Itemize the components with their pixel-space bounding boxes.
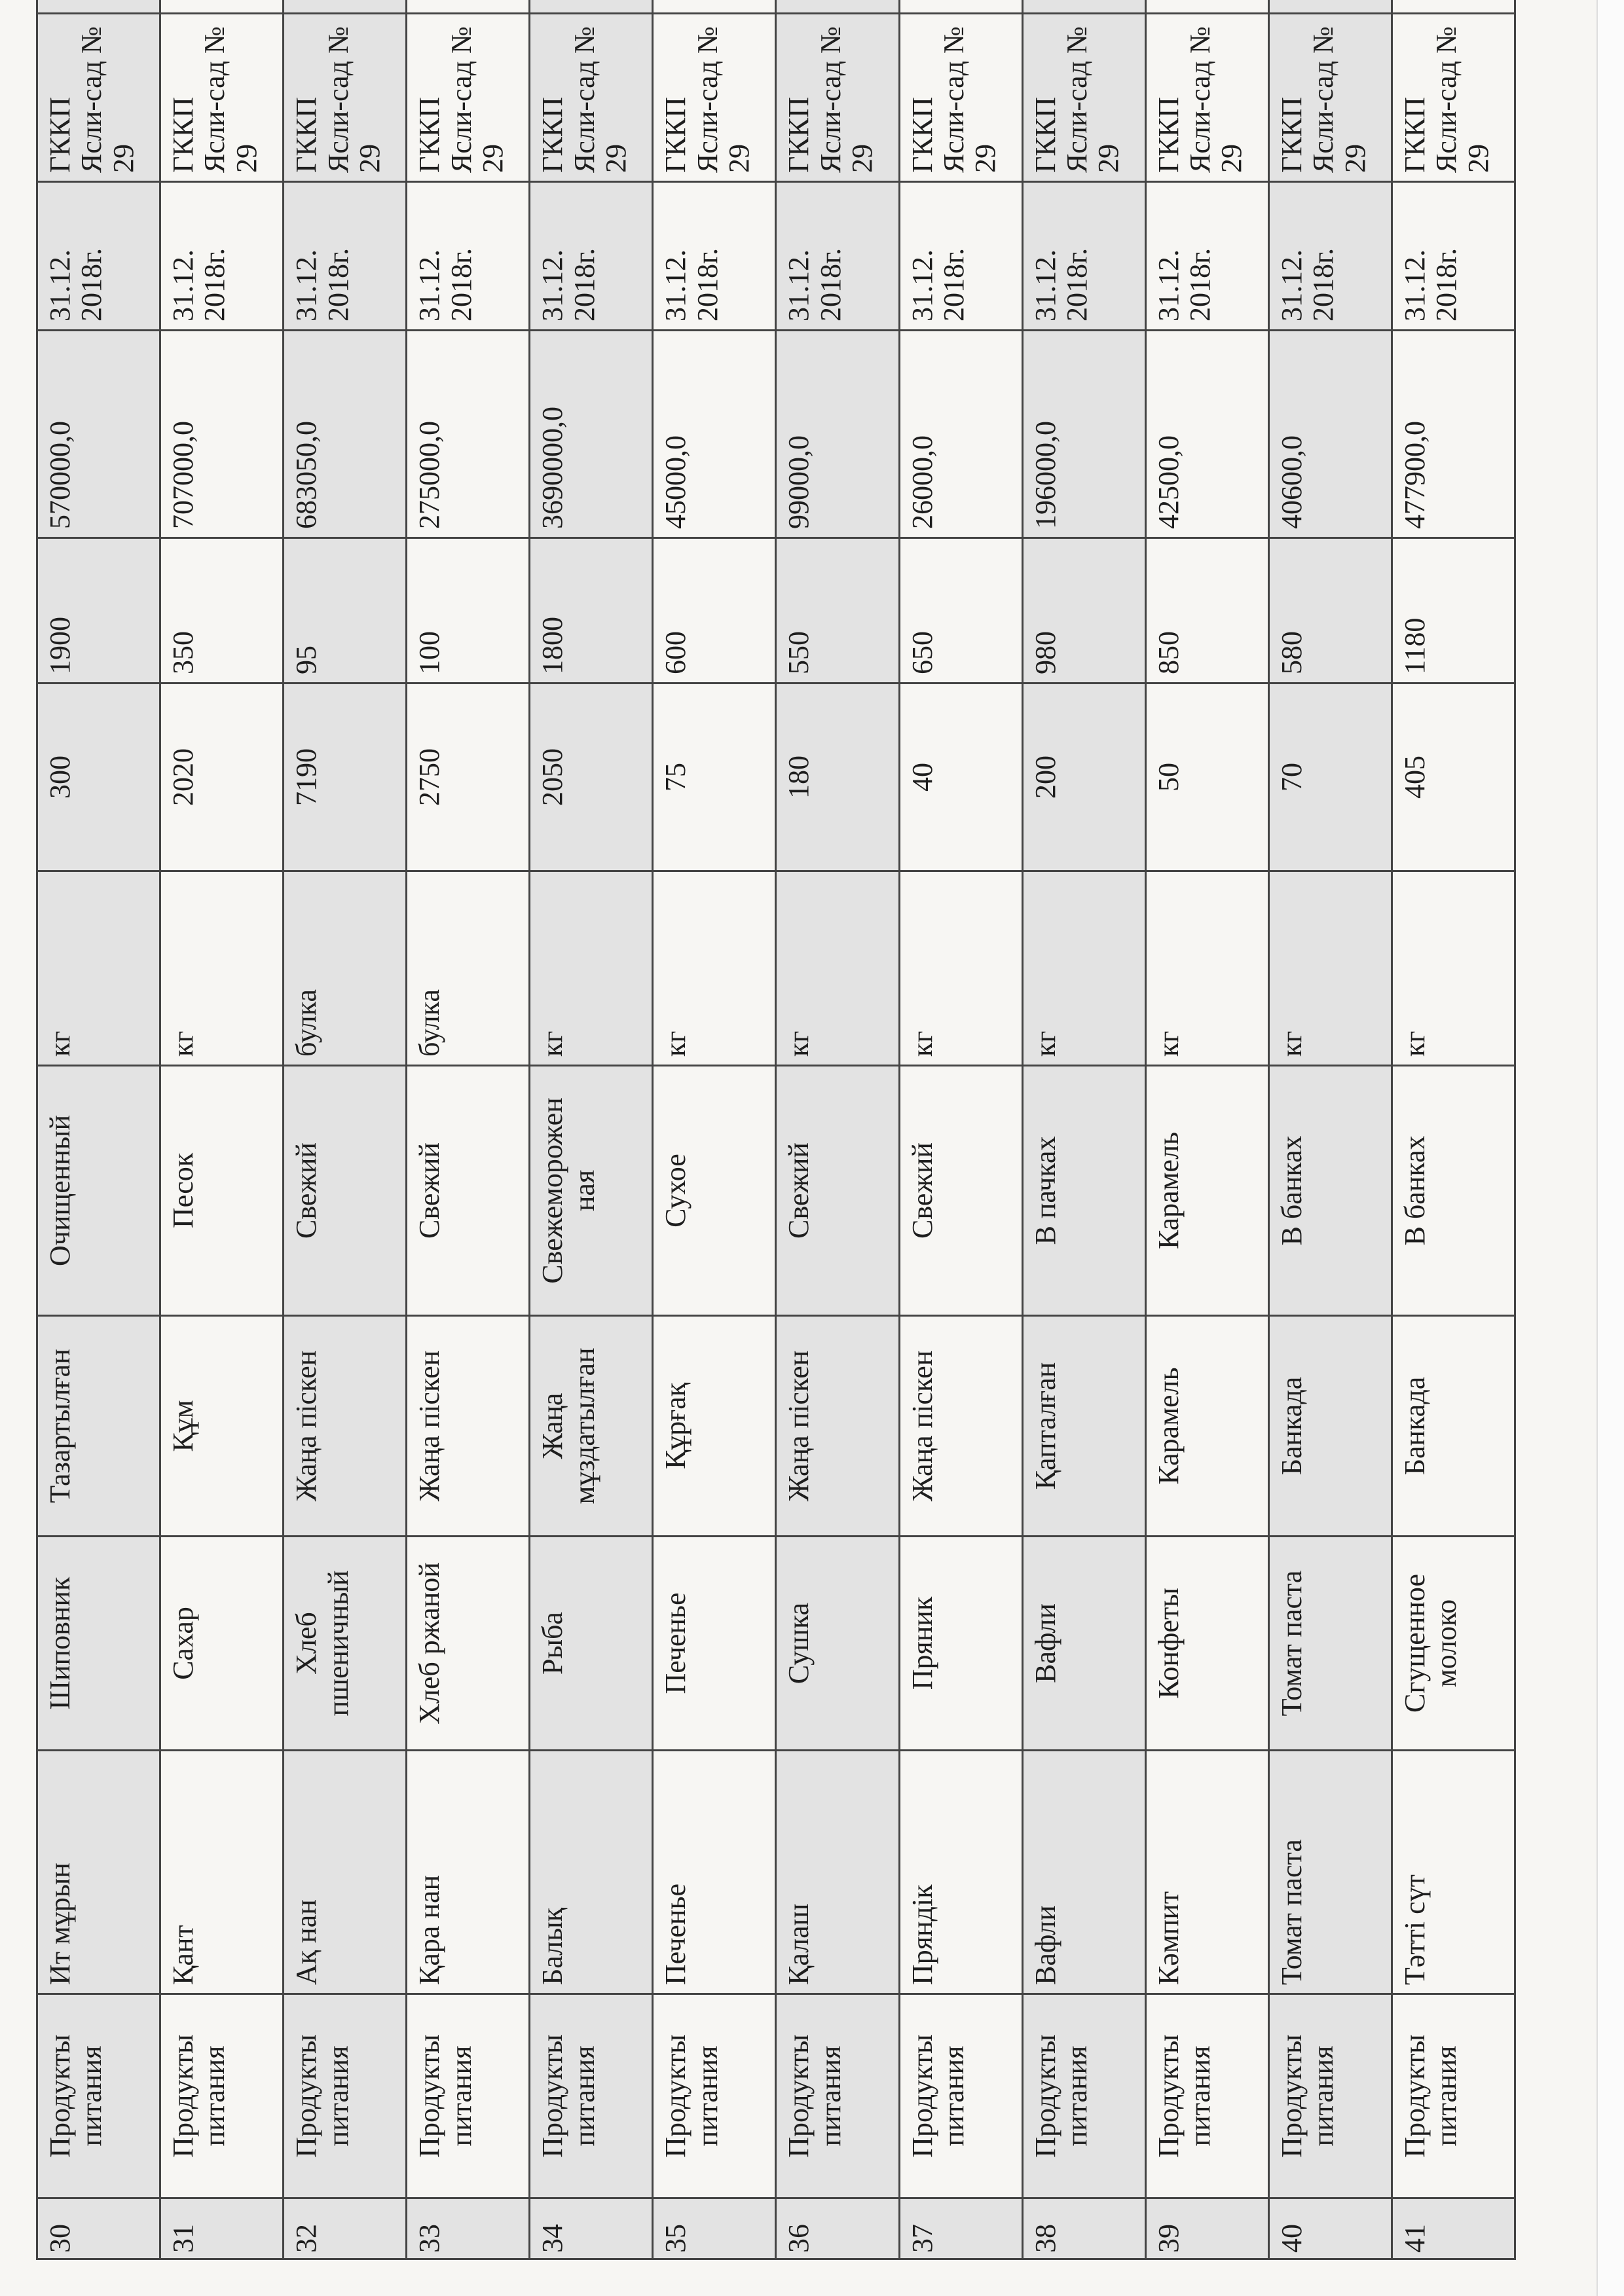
spec-kz-cell: Құм [160, 1316, 284, 1537]
table-row [1145, 0, 1268, 2259]
date-cell: 31.12. 2018г. [1022, 182, 1145, 331]
name-kz-cell: Қант [160, 1751, 284, 1994]
unit-cell: кг [37, 871, 160, 1066]
row-number-cell: 35 [653, 2198, 776, 2259]
name-kz-cell: Тәтті сүт [1392, 1751, 1515, 1994]
place-cell: ГККП Ясли-сад № 29 [1145, 14, 1268, 182]
table-row [1268, 0, 1392, 2259]
date-cell: 31.12. 2018г. [284, 182, 407, 331]
date-cell: 31.12. 2018г. [407, 182, 530, 331]
row-number-cell: 38 [1022, 2198, 1145, 2259]
spec-ru-cell: Свежеморожен ная [530, 1066, 653, 1316]
sum-cell: 707000,0 [160, 331, 284, 538]
unit-cell: кг [160, 871, 284, 1066]
category-cell: Продукты питания [160, 1994, 284, 2198]
name-ru-cell: Хлеб пшеничный [284, 1537, 407, 1751]
spec-ru-cell: Карамель [1145, 1066, 1268, 1316]
category-cell: Продукты питания [530, 1994, 653, 2198]
date-cell: 31.12. 2018г. [160, 182, 284, 331]
row-number-cell: 39 [1145, 2198, 1268, 2259]
place-cell: ГККП Ясли-сад № 29 [407, 14, 530, 182]
quantity-cell: 2750 [407, 683, 530, 871]
value-cell [37, 0, 160, 14]
name-ru-cell: Шиповник [37, 1537, 160, 1751]
name-kz-cell: Қара нан [407, 1751, 530, 1994]
price-cell: 95 [284, 538, 407, 683]
name-kz-cell: Печенье [653, 1751, 776, 1994]
place-cell: ГККП Ясли-сад № 29 [1268, 14, 1392, 182]
unit-cell: кг [530, 871, 653, 1066]
place-cell: ГККП Ясли-сад № 29 [160, 14, 284, 182]
unit-cell: кг [899, 871, 1022, 1066]
value-cell [160, 0, 284, 14]
spec-ru-cell: Свежий [407, 1066, 530, 1316]
category-cell: Продукты питания [653, 1994, 776, 2198]
unit-cell: кг [1268, 871, 1392, 1066]
sum-cell: 570000,0 [37, 331, 160, 538]
name-kz-cell: Ит мұрын [37, 1751, 160, 1994]
category-cell: Продукты питания [899, 1994, 1022, 2198]
table-body [37, 0, 1515, 2259]
row-number-cell: 37 [899, 2198, 1022, 2259]
name-ru-cell: Печенье [653, 1537, 776, 1751]
name-ru-cell: Сгущенное молоко [1392, 1537, 1515, 1751]
name-kz-cell: Кәмпит [1145, 1751, 1268, 1994]
category-cell: Продукты питания [284, 1994, 407, 2198]
date-cell: 31.12. 2018г. [37, 182, 160, 331]
place-cell: ГККП Ясли-сад № 29 [284, 14, 407, 182]
spec-ru-cell: Свежий [284, 1066, 407, 1316]
spec-kz-cell: Банкада [1392, 1316, 1515, 1537]
spec-kz-cell: Тазартылған [37, 1316, 160, 1537]
table-row [37, 0, 160, 2259]
name-kz-cell: Томат паста [1268, 1751, 1392, 1994]
row-number-cell: 34 [530, 2198, 653, 2259]
table-row [530, 0, 653, 2259]
procurement-table [36, 0, 1516, 2260]
spec-kz-cell: Карамель [1145, 1316, 1268, 1537]
date-cell: 31.12. 2018г. [899, 182, 1022, 331]
unit-cell: булка [284, 871, 407, 1066]
unit-cell: кг [1022, 871, 1145, 1066]
price-cell: 1800 [530, 538, 653, 683]
place-cell: ГККП Ясли-сад № 29 [530, 14, 653, 182]
spec-kz-cell: Жаңа піскен [407, 1316, 530, 1537]
spec-kz-cell: Жаңа піскен [776, 1316, 899, 1537]
value-cell [899, 0, 1022, 14]
name-ru-cell: Конфеты [1145, 1537, 1268, 1751]
table-row [776, 0, 899, 2259]
quantity-cell: 40 [899, 683, 1022, 871]
spec-ru-cell: В банках [1268, 1066, 1392, 1316]
sum-cell: 3690000,0 [530, 331, 653, 538]
spec-kz-cell: Құрғақ [653, 1316, 776, 1537]
value-cell [776, 0, 899, 14]
place-cell: ГККП Ясли-сад № 29 [1022, 14, 1145, 182]
sum-cell: 26000,0 [899, 331, 1022, 538]
unit-cell: кг [776, 871, 899, 1066]
table-row [899, 0, 1022, 2259]
table-row [1022, 0, 1145, 2259]
name-ru-cell: Рыба [530, 1537, 653, 1751]
price-cell: 580 [1268, 538, 1392, 683]
place-cell: ГККП Ясли-сад № 29 [1392, 14, 1515, 182]
spec-ru-cell: В пачках [1022, 1066, 1145, 1316]
category-cell: Продукты питания [1145, 1994, 1268, 2198]
sum-cell: 45000,0 [653, 331, 776, 538]
date-cell: 31.12. 2018г. [1145, 182, 1268, 331]
quantity-cell: 70 [1268, 683, 1392, 871]
quantity-cell: 2050 [530, 683, 653, 871]
row-number-cell: 41 [1392, 2198, 1515, 2259]
row-number-cell: 33 [407, 2198, 530, 2259]
spec-kz-cell: Банкада [1268, 1316, 1392, 1537]
name-kz-cell: Ақ нан [284, 1751, 407, 1994]
date-cell: 31.12. 2018г. [1392, 182, 1515, 331]
sum-cell: 196000,0 [1022, 331, 1145, 538]
spec-ru-cell: Песок [160, 1066, 284, 1316]
name-ru-cell: Сахар [160, 1537, 284, 1751]
price-cell: 650 [899, 538, 1022, 683]
price-cell: 550 [776, 538, 899, 683]
sum-cell: 683050,0 [284, 331, 407, 538]
spec-ru-cell: Очищенный [37, 1066, 160, 1316]
category-cell: Продукты питания [1268, 1994, 1392, 2198]
name-kz-cell: Вафли [1022, 1751, 1145, 1994]
table-row [1392, 0, 1515, 2259]
quantity-cell: 7190 [284, 683, 407, 871]
category-cell: Продукты питания [1392, 1994, 1515, 2198]
row-number-cell: 31 [160, 2198, 284, 2259]
sum-cell: 477900,0 [1392, 331, 1515, 538]
value-cell [1268, 0, 1392, 14]
unit-cell: булка [407, 871, 530, 1066]
quantity-cell: 180 [776, 683, 899, 871]
category-cell: Продукты питания [37, 1994, 160, 2198]
value-cell [653, 0, 776, 14]
quantity-cell: 200 [1022, 683, 1145, 871]
spec-kz-cell: Қапталған [1022, 1316, 1145, 1537]
table-row [160, 0, 284, 2259]
quantity-cell: 75 [653, 683, 776, 871]
rotated-table-container [36, 26, 1516, 2260]
quantity-cell: 405 [1392, 683, 1515, 871]
place-cell: ГККП Ясли-сад № 29 [899, 14, 1022, 182]
name-ru-cell: Вафли [1022, 1537, 1145, 1751]
spec-ru-cell: Сухое [653, 1066, 776, 1316]
spec-kz-cell: Жаңа мұздатылған [530, 1316, 653, 1537]
unit-cell: кг [653, 871, 776, 1066]
unit-cell: кг [1145, 871, 1268, 1066]
row-number-cell: 32 [284, 2198, 407, 2259]
spec-ru-cell: Свежий [776, 1066, 899, 1316]
value-cell [1022, 0, 1145, 14]
sum-cell: 275000,0 [407, 331, 530, 538]
row-number-cell: 36 [776, 2198, 899, 2259]
price-cell: 980 [1022, 538, 1145, 683]
name-kz-cell: Қалаш [776, 1751, 899, 1994]
value-cell [284, 0, 407, 14]
place-cell: ГККП Ясли-сад № 29 [776, 14, 899, 182]
price-cell: 350 [160, 538, 284, 683]
value-cell [1145, 0, 1268, 14]
value-cell [1392, 0, 1515, 14]
sum-cell: 99000,0 [776, 331, 899, 538]
date-cell: 31.12. 2018г. [653, 182, 776, 331]
category-cell: Продукты питания [407, 1994, 530, 2198]
name-ru-cell: Хлеб ржаной [407, 1537, 530, 1751]
place-cell: ГККП Ясли-сад № 29 [37, 14, 160, 182]
price-cell: 600 [653, 538, 776, 683]
name-ru-cell: Сушка [776, 1537, 899, 1751]
spec-kz-cell: Жаңа піскен [899, 1316, 1022, 1537]
quantity-cell: 300 [37, 683, 160, 871]
category-cell: Продукты питания [1022, 1994, 1145, 2198]
page-edge [1596, 0, 1624, 2296]
sum-cell: 42500,0 [1145, 331, 1268, 538]
spec-ru-cell: В банках [1392, 1066, 1515, 1316]
category-cell: Продукты питания [776, 1994, 899, 2198]
date-cell: 31.12. 2018г. [776, 182, 899, 331]
quantity-cell: 50 [1145, 683, 1268, 871]
date-cell: 31.12. 2018г. [530, 182, 653, 331]
price-cell: 100 [407, 538, 530, 683]
price-cell: 1900 [37, 538, 160, 683]
name-kz-cell: Пряндік [899, 1751, 1022, 1994]
quantity-cell: 2020 [160, 683, 284, 871]
name-ru-cell: Томат паста [1268, 1537, 1392, 1751]
unit-cell: кг [1392, 871, 1515, 1066]
spec-ru-cell: Свежий [899, 1066, 1022, 1316]
sum-cell: 40600,0 [1268, 331, 1392, 538]
row-number-cell: 40 [1268, 2198, 1392, 2259]
table-row [653, 0, 776, 2259]
place-cell: ГККП Ясли-сад № 29 [653, 14, 776, 182]
name-ru-cell: Пряник [899, 1537, 1022, 1751]
spec-kz-cell: Жаңа піскен [284, 1316, 407, 1537]
table-row [407, 0, 530, 2259]
table-row [284, 0, 407, 2259]
price-cell: 1180 [1392, 538, 1515, 683]
row-number-cell: 30 [37, 2198, 160, 2259]
value-cell [530, 0, 653, 14]
name-kz-cell: Балық [530, 1751, 653, 1994]
date-cell: 31.12. 2018г. [1268, 182, 1392, 331]
value-cell [407, 0, 530, 14]
price-cell: 850 [1145, 538, 1268, 683]
